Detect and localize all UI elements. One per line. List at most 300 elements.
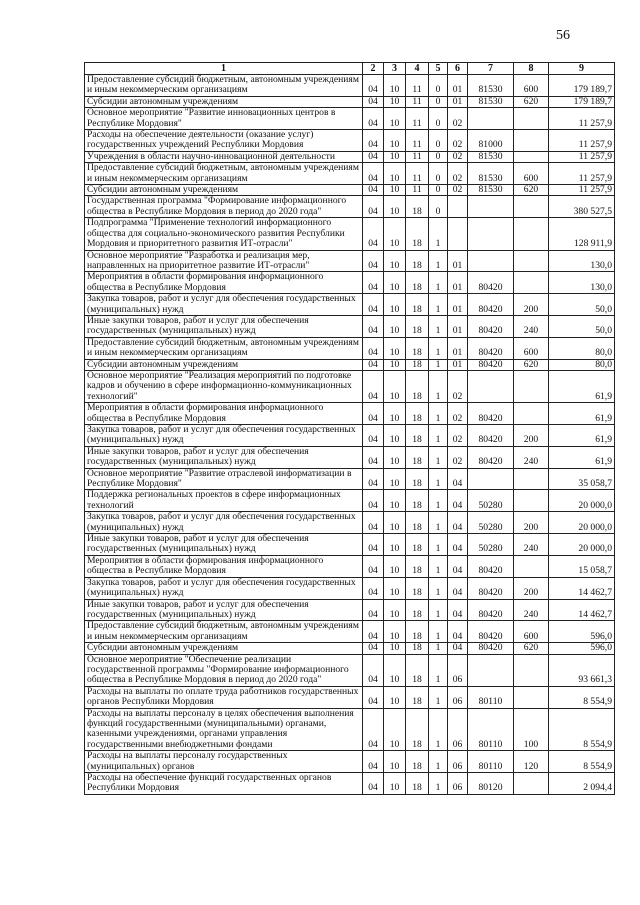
code-direction: 80120: [468, 773, 514, 795]
code-subsection: 10: [384, 751, 406, 773]
code-activity: 02: [448, 370, 468, 402]
code-section: 04: [363, 185, 384, 196]
row-name: Основное мероприятие "Разработка и реализация мер, направленных на приоритетное развитие ИТ-отрасли": [85, 250, 363, 272]
code-subsection: 10: [384, 315, 406, 337]
code-subsection: 10: [384, 337, 406, 359]
column-header: 2: [363, 63, 384, 75]
code-direction: 81530: [468, 96, 514, 107]
table-row: [85, 337, 615, 359]
code-direction: [468, 468, 514, 490]
code-expense-type: 600: [514, 163, 549, 185]
code-subsection: 10: [384, 359, 406, 370]
code-expense-type: [514, 773, 549, 795]
code-expense-type: [514, 654, 549, 686]
code-subsection: 10: [384, 708, 406, 751]
code-program: 18: [406, 512, 429, 534]
table-row: [85, 555, 615, 577]
code-program: 18: [406, 599, 429, 621]
code-program: 18: [406, 643, 429, 654]
row-name: Иные закупки товаров, работ и услуг для обеспечения государственных (муниципальных) нужд: [85, 446, 363, 468]
code-subprogram: 1: [429, 686, 448, 708]
code-subprogram: 1: [429, 218, 448, 250]
code-expense-type: [514, 686, 549, 708]
code-program: 11: [406, 108, 429, 130]
row-amount: 11 257,9: [549, 151, 615, 162]
code-direction: 80420: [468, 599, 514, 621]
code-program: 18: [406, 250, 429, 272]
table-header: [85, 63, 615, 75]
code-program: 18: [406, 751, 429, 773]
table-row: [85, 370, 615, 402]
code-section: 04: [363, 359, 384, 370]
code-program: 11: [406, 96, 429, 107]
table-body: [85, 75, 615, 795]
code-subsection: 10: [384, 108, 406, 130]
code-direction: 80420: [468, 272, 514, 294]
code-direction: [468, 108, 514, 130]
row-amount: 14 462,7: [549, 577, 615, 599]
code-activity: 02: [448, 163, 468, 185]
code-program: 18: [406, 446, 429, 468]
code-section: 04: [363, 773, 384, 795]
code-section: 04: [363, 534, 384, 556]
row-amount: 130,0: [549, 250, 615, 272]
row-name: Иные закупки товаров, работ и услуг для обеспечения государственных (муниципальных) нужд: [85, 315, 363, 337]
row-amount: 11 257,9: [549, 185, 615, 196]
code-program: 18: [406, 686, 429, 708]
code-direction: 80420: [468, 577, 514, 599]
code-activity: 02: [448, 130, 468, 152]
code-section: 04: [363, 75, 384, 97]
row-name: Расходы на выплаты персоналу в целях обеспечения выполнения функций государственными (муниципальными) органами, казенными учреждениями, органами управления государственными внебюджетными фондами: [85, 708, 363, 751]
code-direction: 80420: [468, 403, 514, 425]
code-direction: 80420: [468, 315, 514, 337]
table-row: [85, 708, 615, 751]
code-section: 04: [363, 490, 384, 512]
code-direction: 80420: [468, 294, 514, 316]
code-activity: 02: [448, 108, 468, 130]
code-activity: 06: [448, 751, 468, 773]
code-subprogram: 1: [429, 425, 448, 447]
row-amount: 61,9: [549, 446, 615, 468]
code-activity: [448, 218, 468, 250]
table-row: [85, 196, 615, 218]
table-row: [85, 621, 615, 643]
code-subprogram: 1: [429, 490, 448, 512]
code-direction: 81530: [468, 163, 514, 185]
row-name: Иные закупки товаров, работ и услуг для обеспечения государственных (муниципальных) нужд: [85, 534, 363, 556]
code-subsection: 10: [384, 654, 406, 686]
code-program: 18: [406, 337, 429, 359]
code-subsection: 10: [384, 512, 406, 534]
code-expense-type: [514, 272, 549, 294]
table-row: [85, 686, 615, 708]
code-direction: 80420: [468, 425, 514, 447]
code-subsection: 10: [384, 185, 406, 196]
code-subsection: 10: [384, 163, 406, 185]
code-expense-type: 100: [514, 708, 549, 751]
code-subprogram: 1: [429, 621, 448, 643]
code-expense-type: [514, 130, 549, 152]
row-amount: 2 094,4: [549, 773, 615, 795]
row-name: Расходы на обеспечение функций государственных органов Республики Мордовия: [85, 773, 363, 795]
code-program: 11: [406, 130, 429, 152]
code-activity: 01: [448, 272, 468, 294]
code-section: 04: [363, 196, 384, 218]
code-activity: 02: [448, 151, 468, 162]
code-subprogram: 1: [429, 654, 448, 686]
row-name: Субсидии автономным учреждениям: [85, 359, 363, 370]
code-program: 11: [406, 185, 429, 196]
code-subprogram: 0: [429, 75, 448, 97]
code-program: 18: [406, 577, 429, 599]
code-expense-type: 620: [514, 96, 549, 107]
code-expense-type: 600: [514, 75, 549, 97]
code-subsection: 10: [384, 151, 406, 162]
row-name: Расходы на обеспечение деятельности (оказание услуг) государственных учреждений Республики Мордовия: [85, 130, 363, 152]
code-expense-type: 200: [514, 577, 549, 599]
code-subprogram: 0: [429, 108, 448, 130]
row-amount: 11 257,9: [549, 163, 615, 185]
table-row: [85, 359, 615, 370]
row-name: Закупка товаров, работ и услуг для обеспечения государственных (муниципальных) нужд: [85, 425, 363, 447]
column-header: 7: [468, 63, 514, 75]
code-subsection: 10: [384, 96, 406, 107]
code-section: 04: [363, 130, 384, 152]
row-name: Основное мероприятие "Реализация мероприятий по подготовке кадров и обучению в сфере информационно-коммуникационных технологий": [85, 370, 363, 402]
code-direction: 80110: [468, 708, 514, 751]
code-program: 18: [406, 534, 429, 556]
code-activity: 01: [448, 359, 468, 370]
column-header: 8: [514, 63, 549, 75]
code-subsection: 10: [384, 534, 406, 556]
row-amount: 61,9: [549, 403, 615, 425]
row-name: Учреждения в области научно-инновационной деятельности: [85, 151, 363, 162]
table-row: [85, 577, 615, 599]
row-amount: 93 661,3: [549, 654, 615, 686]
code-program: 18: [406, 773, 429, 795]
code-subprogram: 1: [429, 599, 448, 621]
page-number: 56: [556, 28, 570, 43]
row-name: Иные закупки товаров, работ и услуг для обеспечения государственных (муниципальных) нужд: [85, 599, 363, 621]
code-activity: 01: [448, 250, 468, 272]
row-name: Расходы на выплаты персоналу государственных (муниципальных) органов: [85, 751, 363, 773]
code-section: 04: [363, 512, 384, 534]
table-row: [85, 751, 615, 773]
code-direction: 80420: [468, 359, 514, 370]
code-subprogram: 1: [429, 337, 448, 359]
table-row: [85, 643, 615, 654]
row-name: Предоставление субсидий бюджетным, автономным учреждениям и иным некоммерческим организациям: [85, 75, 363, 97]
code-program: 18: [406, 468, 429, 490]
code-expense-type: [514, 555, 549, 577]
code-section: 04: [363, 294, 384, 316]
code-subprogram: 0: [429, 185, 448, 196]
row-amount: 50,0: [549, 294, 615, 316]
table-row: [85, 151, 615, 162]
code-activity: 01: [448, 96, 468, 107]
code-subprogram: 0: [429, 130, 448, 152]
code-activity: 01: [448, 337, 468, 359]
code-section: 04: [363, 403, 384, 425]
code-direction: [468, 250, 514, 272]
code-subprogram: 1: [429, 534, 448, 556]
row-name: Государственная программа "Формирование информационного общества в Республике Мордовия в период до 2020 года": [85, 196, 363, 218]
table-row: [85, 185, 615, 196]
code-subprogram: 1: [429, 708, 448, 751]
code-expense-type: [514, 108, 549, 130]
code-subsection: 10: [384, 403, 406, 425]
code-subsection: 10: [384, 250, 406, 272]
code-section: 04: [363, 468, 384, 490]
code-subprogram: 1: [429, 773, 448, 795]
code-subsection: 10: [384, 577, 406, 599]
code-expense-type: 200: [514, 512, 549, 534]
table-row: [85, 403, 615, 425]
row-amount: 179 189,7: [549, 75, 615, 97]
row-amount: 130,0: [549, 272, 615, 294]
code-program: 18: [406, 294, 429, 316]
code-expense-type: 240: [514, 446, 549, 468]
code-subprogram: 0: [429, 96, 448, 107]
code-activity: 01: [448, 294, 468, 316]
code-section: 04: [363, 218, 384, 250]
code-program: 18: [406, 403, 429, 425]
row-amount: 380 527,5: [549, 196, 615, 218]
code-expense-type: [514, 403, 549, 425]
code-expense-type: 620: [514, 185, 549, 196]
code-expense-type: 620: [514, 359, 549, 370]
code-section: 04: [363, 425, 384, 447]
code-subprogram: 1: [429, 446, 448, 468]
column-header: 1: [85, 63, 363, 75]
row-amount: 20 000,0: [549, 512, 615, 534]
table-row: [85, 490, 615, 512]
code-subsection: 10: [384, 599, 406, 621]
code-subsection: 10: [384, 272, 406, 294]
code-subprogram: 1: [429, 315, 448, 337]
code-expense-type: [514, 468, 549, 490]
code-section: 04: [363, 108, 384, 130]
row-amount: 80,0: [549, 359, 615, 370]
table-row: [85, 108, 615, 130]
code-activity: 02: [448, 425, 468, 447]
code-section: 04: [363, 446, 384, 468]
row-amount: 61,9: [549, 425, 615, 447]
code-section: 04: [363, 686, 384, 708]
header-row: [85, 63, 615, 75]
row-name: Основное мероприятие "Развитие отраслевой информатизации в Республике Мордовия": [85, 468, 363, 490]
code-subprogram: 1: [429, 370, 448, 402]
row-name: Предоставление субсидий бюджетным, автономным учреждениям и иным некоммерческим организациям: [85, 163, 363, 185]
code-subsection: 10: [384, 425, 406, 447]
row-amount: 80,0: [549, 337, 615, 359]
code-section: 04: [363, 643, 384, 654]
code-program: 18: [406, 490, 429, 512]
code-subprogram: 1: [429, 751, 448, 773]
row-name: Закупка товаров, работ и услуг для обеспечения государственных (муниципальных) нужд: [85, 294, 363, 316]
row-amount: 11 257,9: [549, 130, 615, 152]
code-program: 11: [406, 151, 429, 162]
code-expense-type: 240: [514, 534, 549, 556]
table-row: [85, 512, 615, 534]
code-section: 04: [363, 654, 384, 686]
code-activity: 06: [448, 686, 468, 708]
row-amount: 35 058,7: [549, 468, 615, 490]
column-header: 3: [384, 63, 406, 75]
code-subsection: 10: [384, 490, 406, 512]
code-section: 04: [363, 337, 384, 359]
code-subsection: 10: [384, 686, 406, 708]
table-row: [85, 250, 615, 272]
code-direction: 80110: [468, 686, 514, 708]
row-name: Мероприятия в области формирования информационного общества в Республике Мордовия: [85, 555, 363, 577]
code-subprogram: 1: [429, 403, 448, 425]
code-activity: 04: [448, 599, 468, 621]
row-name: Основное мероприятие "Развитие инновационных центров в Республике Мордовия": [85, 108, 363, 130]
code-activity: [448, 196, 468, 218]
code-direction: [468, 218, 514, 250]
code-activity: 04: [448, 555, 468, 577]
code-expense-type: [514, 490, 549, 512]
table-row: [85, 218, 615, 250]
code-program: 18: [406, 555, 429, 577]
code-expense-type: 200: [514, 294, 549, 316]
table-row: [85, 468, 615, 490]
code-activity: 02: [448, 446, 468, 468]
code-program: 18: [406, 196, 429, 218]
row-amount: 20 000,0: [549, 534, 615, 556]
code-program: 18: [406, 218, 429, 250]
code-expense-type: 620: [514, 643, 549, 654]
row-name: Поддержка региональных проектов в сфере информационных технологий: [85, 490, 363, 512]
code-direction: 80420: [468, 555, 514, 577]
code-subsection: 10: [384, 130, 406, 152]
row-amount: 15 058,7: [549, 555, 615, 577]
code-direction: [468, 196, 514, 218]
code-direction: 50280: [468, 534, 514, 556]
code-subsection: 10: [384, 621, 406, 643]
code-subprogram: 0: [429, 151, 448, 162]
code-expense-type: [514, 151, 549, 162]
code-section: 04: [363, 272, 384, 294]
code-subprogram: 0: [429, 163, 448, 185]
row-amount: 179 189,7: [549, 96, 615, 107]
row-name: Закупка товаров, работ и услуг для обеспечения государственных (муниципальных) нужд: [85, 512, 363, 534]
code-direction: 50280: [468, 490, 514, 512]
code-direction: 80110: [468, 751, 514, 773]
code-activity: 06: [448, 654, 468, 686]
column-header: 6: [448, 63, 468, 75]
code-direction: 81530: [468, 185, 514, 196]
row-name: Предоставление субсидий бюджетным, автономным учреждениям и иным некоммерческим организациям: [85, 337, 363, 359]
code-program: 18: [406, 654, 429, 686]
code-subsection: 10: [384, 643, 406, 654]
code-activity: 04: [448, 534, 468, 556]
code-section: 04: [363, 315, 384, 337]
code-subsection: 10: [384, 75, 406, 97]
code-expense-type: [514, 196, 549, 218]
code-program: 18: [406, 272, 429, 294]
row-amount: 596,0: [549, 621, 615, 643]
code-expense-type: 600: [514, 621, 549, 643]
code-subprogram: 1: [429, 250, 448, 272]
row-name: Субсидии автономным учреждениям: [85, 185, 363, 196]
code-activity: 02: [448, 403, 468, 425]
row-amount: 50,0: [549, 315, 615, 337]
code-section: 04: [363, 250, 384, 272]
code-section: 04: [363, 96, 384, 107]
code-subsection: 10: [384, 468, 406, 490]
code-activity: 04: [448, 490, 468, 512]
code-activity: 04: [448, 643, 468, 654]
row-name: Закупка товаров, работ и услуг для обеспечения государственных (муниципальных) нужд: [85, 577, 363, 599]
code-subsection: 10: [384, 196, 406, 218]
code-direction: 80420: [468, 337, 514, 359]
code-program: 18: [406, 315, 429, 337]
table-row: [85, 446, 615, 468]
row-name: Предоставление субсидий бюджетным, автономным учреждениям и иным некоммерческим организациям: [85, 621, 363, 643]
table-row: [85, 773, 615, 795]
code-expense-type: [514, 370, 549, 402]
code-section: 04: [363, 555, 384, 577]
table-row: [85, 75, 615, 97]
code-subprogram: 1: [429, 577, 448, 599]
table-row: [85, 654, 615, 686]
table-row: [85, 599, 615, 621]
code-activity: 01: [448, 75, 468, 97]
code-program: 18: [406, 425, 429, 447]
code-direction: 81530: [468, 151, 514, 162]
code-program: 18: [406, 708, 429, 751]
code-direction: 80420: [468, 446, 514, 468]
row-amount: 8 554,9: [549, 708, 615, 751]
code-direction: 80420: [468, 621, 514, 643]
column-header: 4: [406, 63, 429, 75]
code-program: 18: [406, 621, 429, 643]
code-subprogram: 1: [429, 272, 448, 294]
table-row: [85, 294, 615, 316]
code-expense-type: [514, 250, 549, 272]
code-subsection: 10: [384, 370, 406, 402]
code-expense-type: [514, 218, 549, 250]
code-section: 04: [363, 151, 384, 162]
column-header: 5: [429, 63, 448, 75]
code-program: 18: [406, 359, 429, 370]
row-amount: 128 911,9: [549, 218, 615, 250]
code-subprogram: 1: [429, 555, 448, 577]
table-row: [85, 272, 615, 294]
code-subprogram: 1: [429, 468, 448, 490]
code-section: 04: [363, 163, 384, 185]
code-activity: 04: [448, 621, 468, 643]
table-row: [85, 96, 615, 107]
table-row: [85, 534, 615, 556]
code-activity: 06: [448, 773, 468, 795]
row-name: Мероприятия в области формирования информационного общества в Республике Мордовия: [85, 272, 363, 294]
row-name: Подпрограмма "Применение технологий информационного общества для социально-экономического развития Республики Мордовия и приоритетного развития ИТ-отрасли": [85, 218, 363, 250]
row-amount: 61,9: [549, 370, 615, 402]
row-amount: 14 462,7: [549, 599, 615, 621]
code-subsection: 10: [384, 773, 406, 795]
code-subprogram: 1: [429, 512, 448, 534]
row-amount: 20 000,0: [549, 490, 615, 512]
table-row: [85, 163, 615, 185]
code-direction: 80420: [468, 643, 514, 654]
code-expense-type: 200: [514, 425, 549, 447]
code-section: 04: [363, 370, 384, 402]
code-subprogram: 1: [429, 643, 448, 654]
